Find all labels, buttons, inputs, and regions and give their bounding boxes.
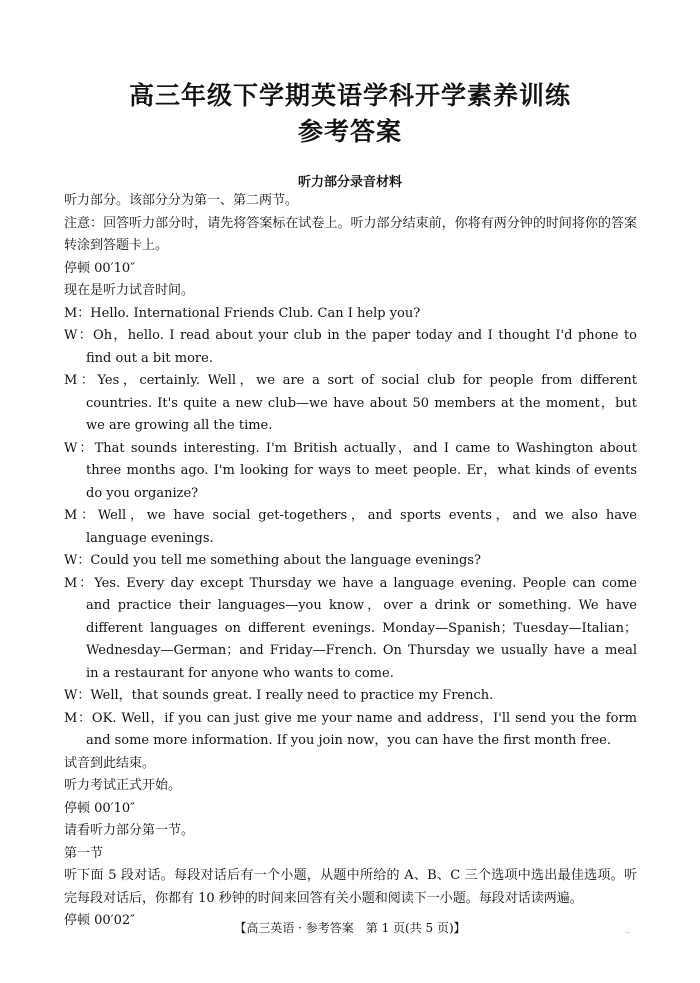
pause-marker: 停顿 00′10″ [64,260,136,276]
document-title: 高三年级下学期英语学科开学素养训练 [128,81,571,110]
dialogue-line: M：Yes，certainly. Well，we are a sort of social club for people from different countries. It's quite a new club—we have about 50 members at the moment，but we are growing all the time. [64,373,637,433]
sound-test-paragraph: 现在是听力试音时间。 [64,283,195,298]
pause-marker: 停顿 00′10″ [64,800,136,816]
dialogue-line: W：Oh，hello. I read about your club in the paper today and I thought I'd phone to find out a bit more. [64,328,637,366]
section-one-prompt: 请看听力部分第一节。 [64,823,195,838]
section-one-instructions: 听下面 5 段对话。每段对话后有一个小题，从题中所给的 A、B、C 三个选项中选出最佳选项。听完每段对话后，你都有 10 秒钟的时间来回答有关小题和阅读下一小题。每段对话读两遍。 [64,868,637,906]
corner-mark: .. [625,926,631,935]
dialogue-line: W：Could you tell me something about the language evenings? [64,553,481,568]
dialogue-line: M：OK. Well，if you can just give me your name and address，I'll send you the form and some more information. If you join now，you can have the first month free. [64,710,637,748]
instruction-paragraph: 注意：回答听力部分时，请先将答案标在试卷上。听力部分结束前，你将有两分钟的时间将你的答案转涂到答题卡上。 [64,215,637,253]
listening-transcript [64,190,637,933]
section-heading: 听力部分录音材料 [297,175,402,190]
dialogue-line: M：Yes. Every day except Thursday we have a language evening. People can come and practice their languages—you know，over a drink or something. We have different languages on different evenings. Monday—Spanish；Tuesday—Italian；Wednesday—German；and Friday—French. On Thursday we usually have a meal in a restaurant for anyone who wants to come. [64,575,637,681]
dialogue-line: W：Well，that sounds great. I really need to practice my French. [64,688,494,703]
dialogue-line: M：Well，we have social get-togethers，and sports events，and we also have language evenings. [64,508,637,546]
dialogue-line: M：Hello. International Friends Club. Can I help you? [64,305,421,321]
section-one-label: 第一节 [64,845,104,861]
page-footer: 【高三英语 · 参考答案 第 1 页(共 5 页)】 [234,921,466,935]
exam-start: 听力考试正式开始。 [64,778,182,793]
sound-test-end: 试音到此结束。 [64,755,156,771]
dialogue-line: W：That sounds interesting. I'm British actually，and I came to Washington about three months ago. I'm looking for ways to meet people. Er，what kinds of events do you organize? [64,440,637,501]
document-subtitle: 参考答案 [297,117,402,146]
pause-marker: 停顿 00′02″ [64,913,136,928]
intro-paragraph: 听力部分。该部分分为第一、第二两节。 [64,193,299,208]
